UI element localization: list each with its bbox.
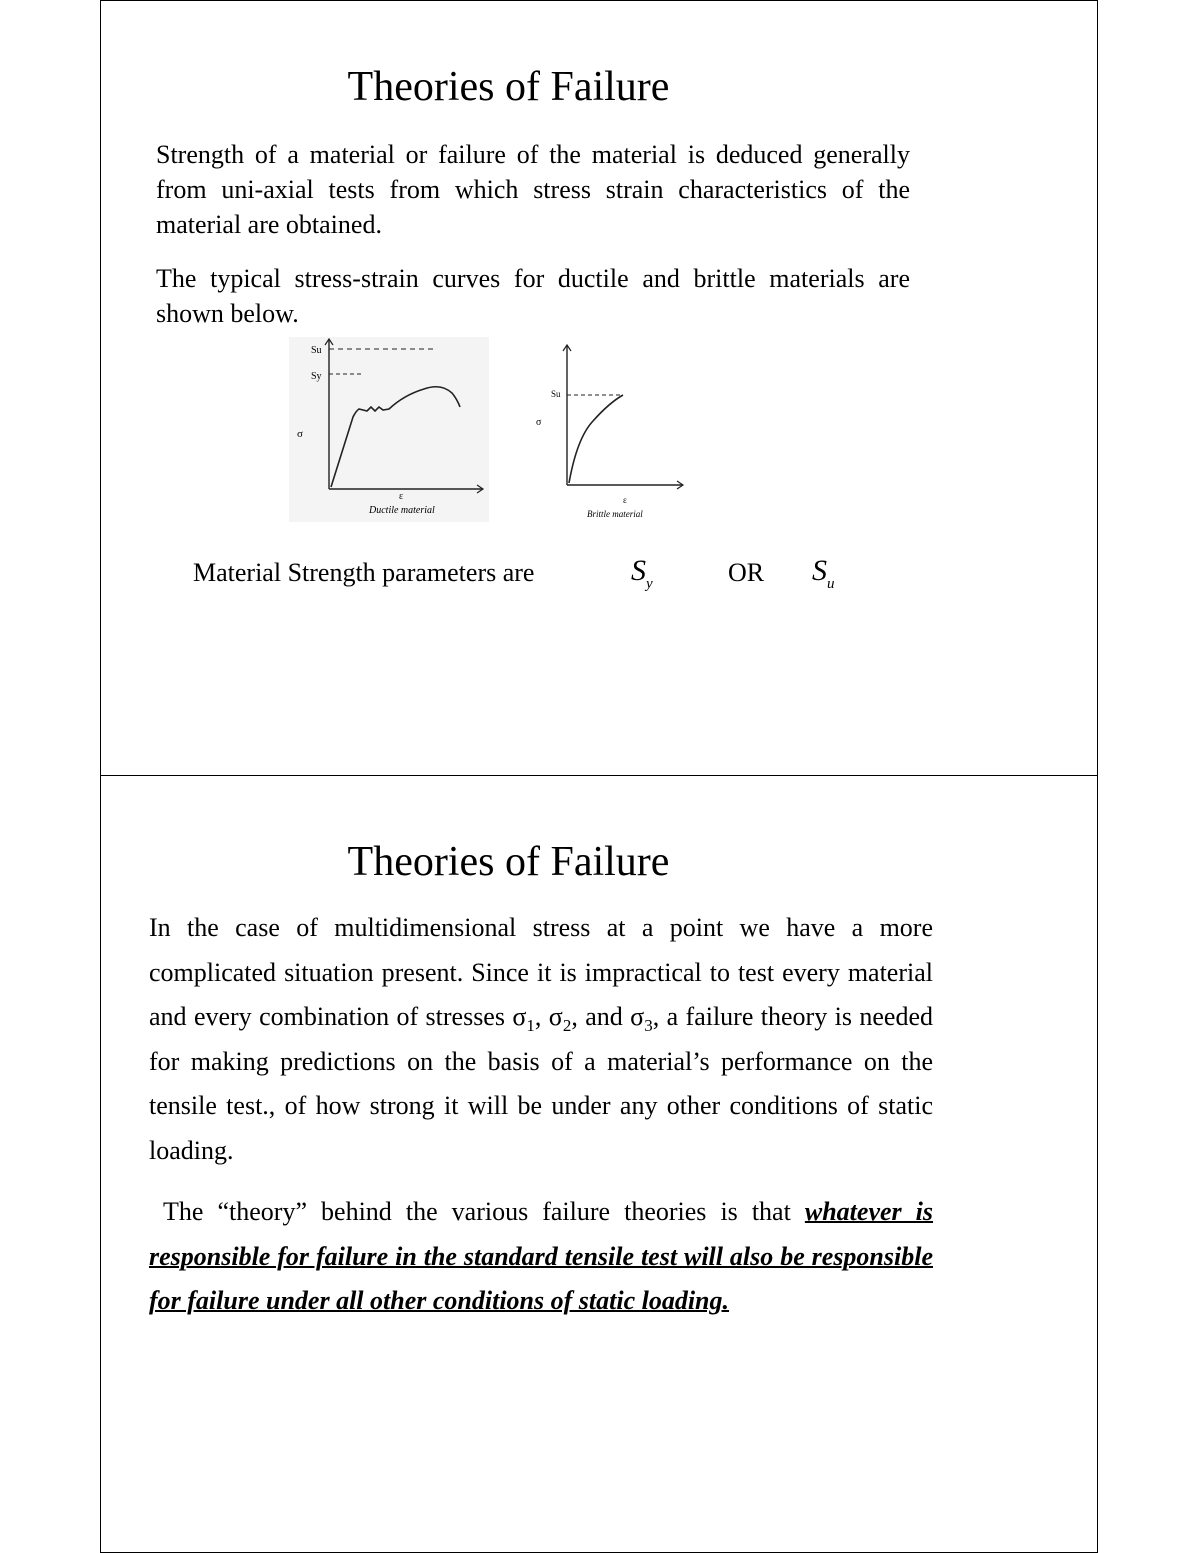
- brittle-caption: Brittle material: [587, 509, 643, 519]
- brittle-curve: [569, 395, 623, 483]
- chart-background: [289, 337, 489, 522]
- curves-paragraph: The typical stress-strain curves for ductile and brittle materials are shown below.: [156, 264, 910, 328]
- text-run: , σ: [534, 1002, 563, 1032]
- sy-label: Sy: [311, 371, 322, 382]
- ductile-stress-strain-chart: [289, 337, 489, 522]
- intro-paragraph: Strength of a material or failure of the material is deduced generally from uni-axial tests from which stress strain characteristics of the material are obtained.: [156, 140, 910, 239]
- subscript: 1: [526, 1016, 535, 1036]
- slide-1: [100, 0, 1098, 776]
- ductile-caption: Ductile material: [369, 505, 435, 516]
- sigma-label: σ: [536, 417, 542, 428]
- or-label: OR: [728, 558, 765, 587]
- text-run: , a failure theory is needed for making predictions on the basis of a material’s performance on the tensile test., of how strong it will be under any other conditions of static loading.: [149, 1002, 933, 1165]
- su-label: Su: [311, 345, 322, 356]
- brittle-stress-strain-chart: [531, 343, 691, 523]
- epsilon-label: ε: [623, 495, 627, 505]
- text-run: The “theory” behind the various failure theories is that: [149, 1197, 805, 1226]
- emphasized-statement: whatever is responsible for failure in the standard tensile test will also be responsible for failure under all other conditions of static loading.: [149, 1197, 934, 1316]
- symbol-base: S: [631, 554, 646, 587]
- subscript: 3: [644, 1016, 653, 1036]
- symbol-subscript: u: [827, 576, 835, 592]
- symbol-subscript: y: [646, 576, 653, 592]
- text-run: In the case of multidimensional stress at a point we have a more complicated situation present. Since it is impractical to test every material and every combination of stresses σ: [149, 913, 933, 1032]
- su-label: Su: [551, 389, 561, 399]
- text-run: , and σ: [571, 1002, 645, 1032]
- theory-paragraph: [149, 1190, 933, 1324]
- symbol-base: S: [812, 554, 827, 587]
- ultimate-strength-symbol: [812, 554, 835, 592]
- sigma-label: σ: [297, 428, 303, 440]
- subscript: 2: [562, 1016, 572, 1036]
- epsilon-label: ε: [399, 491, 404, 502]
- yield-strength-symbol: [631, 554, 653, 592]
- slide-title: Theories of Failure: [347, 839, 670, 885]
- slide-2: [100, 775, 1098, 1553]
- multidimensional-stress-paragraph: [149, 906, 933, 1174]
- slide-title: Theories of Failure: [347, 64, 670, 110]
- strength-parameters-label: Material Strength parameters are: [193, 558, 535, 587]
